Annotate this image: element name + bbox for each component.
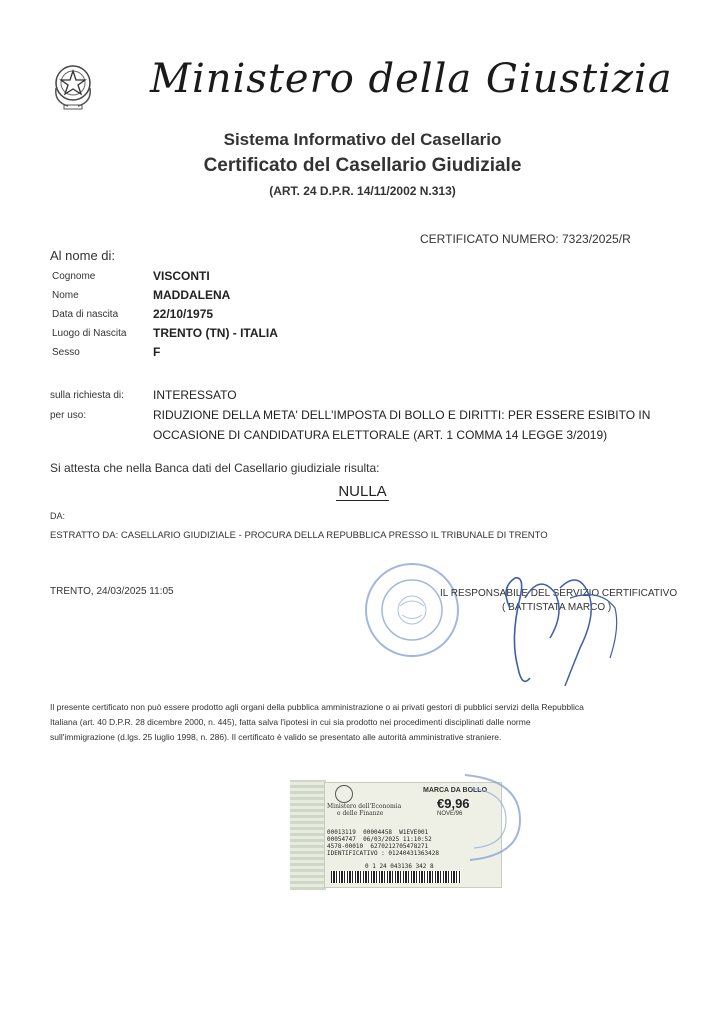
office-stamp	[362, 560, 462, 660]
nascita-label: Data di nascita	[52, 309, 119, 320]
uso-label: per uso:	[50, 410, 87, 421]
stamp-code-2: 00004458	[363, 829, 393, 836]
stamp-barcode	[331, 871, 461, 883]
richiesta-label: sulla richiesta di:	[50, 390, 124, 401]
stamp-hologram	[290, 780, 326, 890]
republic-emblem-icon	[50, 58, 96, 112]
estratto-line: ESTRATTO DA: CASELLARIO GIUDIZIALE - PROCURA DELLA REPUBBLICA PRESSO IL TRIBUNALE DI TRENTO	[50, 530, 548, 541]
stamp-code-1: 00013119	[327, 829, 356, 836]
responsible-title: IL RESPONSABILE DEL SERVIZIO CERTIFICATIVO	[440, 588, 678, 599]
footer-line-1: Il presente certificato non può essere prodotto agli organi della pubblica amministrazione o ai privati gestori di pubblici servizi della Repubblica	[50, 702, 584, 712]
footer-line-2: Italiana (art. 40 D.P.R. 28 dicembre 2000, n. 445), fatta salva l'ipotesi in cui sia prodotto nei procedimenti disciplinati dalle norme	[50, 717, 531, 727]
result-nulla	[0, 483, 725, 500]
stamp-code-6: 6270212705478271	[370, 843, 429, 850]
ministry-title: Ministero della Giustizia	[150, 56, 673, 102]
place-date: TRENTO, 24/03/2025 11:05	[50, 586, 174, 597]
al-nome-label: Al nome di:	[50, 248, 116, 263]
stamp-datetime: 06/03/2025 11:10:52	[363, 836, 432, 843]
stamp-label: MARCA DA BOLLO	[423, 787, 488, 794]
stamp-amount-note: NOVE/96	[437, 811, 463, 817]
footer-line-3: sull'immigrazione (d.lgs. 25 luglio 1998, n. 286). Il certificato è valido se presentato alle autorità amministrative straniere.	[50, 732, 502, 742]
luogo-value: TRENTO (TN) - ITALIA	[153, 326, 278, 340]
stamp-code-5: 4578-00010	[327, 843, 364, 850]
nome-value: MADDALENA	[153, 288, 231, 302]
stamp-code-4: 00054747	[327, 836, 356, 843]
luogo-label: Luogo di Nascita	[52, 328, 127, 339]
certificate-title: Certificato del Casellario Giudiziale	[203, 155, 522, 176]
stamp-id-label: IDENTIFICATIVO :	[327, 850, 385, 857]
result-text: NULLA	[338, 483, 387, 500]
attesta-statement: Si attesta che nella Banca dati del Casellario giudiziale risulta:	[50, 461, 380, 475]
cognome-label: Cognome	[52, 271, 96, 282]
stamp-ministry-2: e delle Finanze	[337, 810, 384, 817]
stamp-emblem-icon	[335, 785, 353, 803]
signature	[470, 568, 630, 698]
stamp-codes	[327, 829, 439, 857]
uso-line-1: RIDUZIONE DELLA META' DELL'IMPOSTA DI BOLLO E DIRITTI: PER ESSERE ESIBITO IN	[153, 408, 651, 422]
da-label: DA:	[50, 511, 66, 521]
stamp-barcode-number: 0 1 24 043136 342 8	[365, 863, 434, 870]
responsible-name: ( BATTISTATA MARCO )	[502, 602, 612, 613]
article-reference: (ART. 24 D.P.R. 14/11/2002 N.313)	[269, 184, 456, 198]
nome-label: Nome	[52, 290, 79, 301]
stamp-amount: €9,96	[437, 796, 470, 811]
uso-line-2: OCCASIONE DI CANDIDATURA ELETTORALE (ART. 1 COMMA 14 LEGGE 3/2019)	[153, 428, 608, 442]
sesso-value: F	[153, 345, 161, 359]
certificate-number: CERTIFICATO NUMERO: 7323/2025/R	[420, 232, 631, 246]
nascita-value: 22/10/1975	[153, 307, 214, 321]
sesso-label: Sesso	[52, 347, 80, 358]
stamp-ministry: Ministero dell'Economia	[327, 803, 402, 810]
tribunal-stamp	[460, 770, 525, 865]
system-title: Sistema Informativo del Casellario	[223, 130, 502, 149]
stamp-code-3: W1EVE001	[399, 829, 429, 836]
cognome-value: VISCONTI	[153, 269, 210, 283]
stamp-id: 01240431363428	[388, 850, 439, 857]
legal-footer	[50, 700, 680, 745]
richiesta-value: INTERESSATO	[153, 388, 237, 402]
